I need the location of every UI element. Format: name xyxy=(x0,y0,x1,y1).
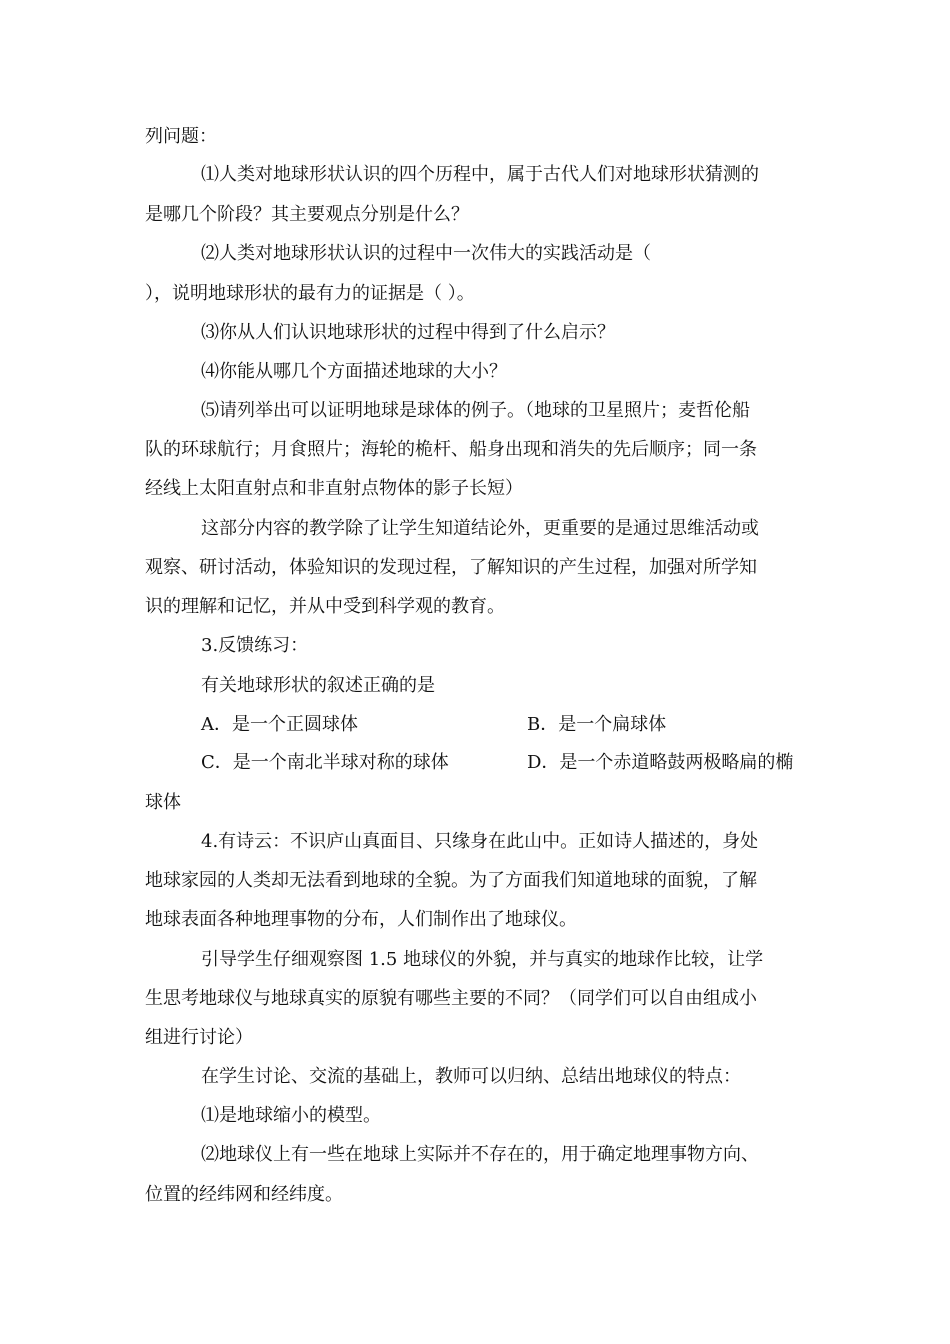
option-b: B．是一个扁球体 xyxy=(527,714,667,735)
text-line: 经线上太阳直射点和非直射点物体的影子长短） xyxy=(145,478,523,499)
text-line: 球体 xyxy=(145,792,181,813)
text-line: 队的环球航行；月食照片；海轮的桅杆、船身出现和消失的先后顺序；同一条 xyxy=(145,439,757,460)
text-line: ⑷你能从哪几个方面描述地球的大小？ xyxy=(201,361,507,382)
text-line: ），说明地球形状的最有力的证据是（ ）。 xyxy=(145,283,475,304)
text-line: 位置的经纬网和经纬度。 xyxy=(145,1184,343,1205)
option-a: A．是一个正圆球体 xyxy=(201,714,358,735)
text-line: 列问题： xyxy=(145,126,217,147)
text-line: ⑸请列举出可以证明地球是球体的例子。（地球的卫星照片；麦哲伦船 xyxy=(201,400,750,421)
text-line: ⑶你从人们认识地球形状的过程中得到了什么启示？ xyxy=(201,322,615,343)
text-line: ⑴人类对地球形状认识的四个历程中，属于古代人们对地球形状猜测的 xyxy=(201,164,759,185)
question-stem: 有关地球形状的叙述正确的是 xyxy=(201,675,435,696)
text-line: ⑴是地球缩小的模型。 xyxy=(201,1105,381,1126)
option-d: D．是一个赤道略鼓两极略扁的椭 xyxy=(527,752,794,773)
text-line: 识的理解和记忆，并从中受到科学观的教育。 xyxy=(145,596,505,617)
option-c: C．是一个南北半球对称的球体 xyxy=(201,752,449,773)
text-line: 组进行讨论） xyxy=(145,1027,253,1048)
text-line: ⑵地球仪上有一些在地球上实际并不存在的，用于确定地理事物方向、 xyxy=(201,1144,759,1165)
text-line: 是哪几个阶段？其主要观点分别是什么？ xyxy=(145,204,469,225)
text-line: 地球表面各种地理事物的分布，人们制作出了地球仪。 xyxy=(145,909,577,930)
text-line: ⑵人类对地球形状认识的过程中一次伟大的实践活动是（ xyxy=(201,243,651,264)
section-heading: 3.反馈练习： xyxy=(201,635,309,656)
text-line: 在学生讨论、交流的基础上，教师可以归纳、总结出地球仪的特点： xyxy=(201,1066,741,1087)
text-line: 引导学生仔细观察图 1.5 地球仪的外貌，并与真实的地球作比较，让学 xyxy=(201,949,764,970)
text-line: 生思考地球仪与地球真实的原貌有哪些主要的不同？（同学们可以自由组成小 xyxy=(145,988,757,1009)
text-line: 观察、研讨活动，体验知识的发现过程，了解知识的产生过程，加强对所学知 xyxy=(145,557,757,578)
text-line: 地球家园的人类却无法看到地球的全貌。为了方面我们知道地球的面貌，了解 xyxy=(145,870,757,891)
text-line: 这部分内容的教学除了让学生知道结论外，更重要的是通过思维活动或 xyxy=(201,518,759,539)
text-line: 4.有诗云：不识庐山真面目、只缘身在此山中。正如诗人描述的，身处 xyxy=(201,831,759,852)
